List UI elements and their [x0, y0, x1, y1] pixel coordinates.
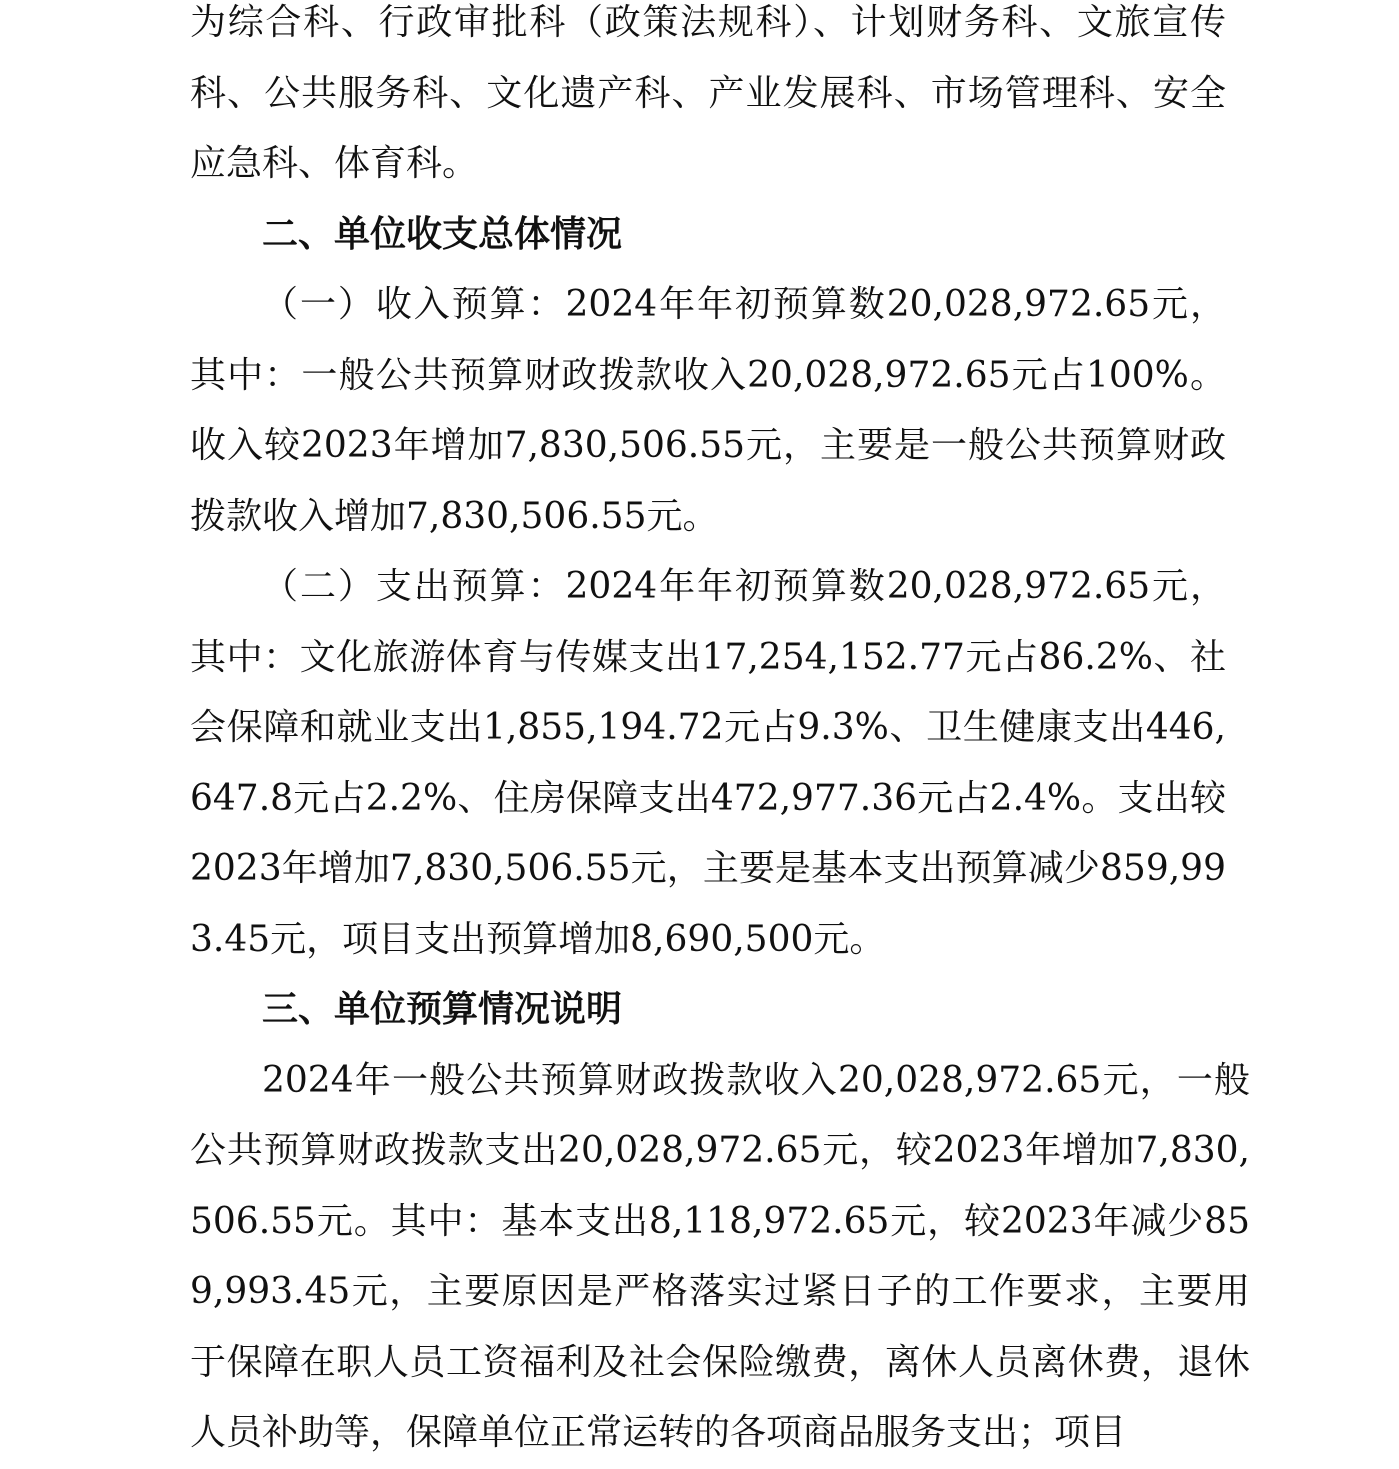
- paragraph-department-list: 为综合科、行政审批科（政策法规科）、计划财务科、文旅宣传科、公共服务科、文化遗产科、产业发展科、市场管理科、安全应急科、体育科。: [190, 2, 1226, 184]
- section-heading-budget-explanation: 三、单位预算情况说明: [262, 989, 623, 1030]
- paragraph-budget-explanation: 2024年一般公共预算财政拨款收入20,028,972.65元，一般公共预算财政拨款支出20,028,972.65元，较2023年增加7,830,506.55元。其中：基本支出8,118,972.65元，较2023年减少859,993.45元，主要原因是严格落实过紧日子的工作要求，主要用于保障在职人员工资福利及社会保险缴费，离休人员离休费，退休人员补助等，保障单位正常运转的各项商品服务支出；项目: [190, 1059, 1250, 1453]
- paragraph-income-budget: （一）收入预算：2024年年初预算数20,028,972.65元，其中：一般公共预算财政拨款收入20,028,972.65元占100%。收入较2023年增加7,830,506.55元，主要是一般公共预算财政拨款收入增加7,830,506.55元。: [190, 284, 1226, 537]
- document-body: [190, 0, 1250, 1469]
- paragraph-expenditure-budget: （二）支出预算：2024年年初预算数20,028,972.65元，其中：文化旅游体育与传媒支出17,254,152.77元占86.2%、社会保障和就业支出1,855,194.72元占9.3%、卫生健康支出446,647.8元占2.2%、住房保障支出472,977.36元占2.4%。支出较2023年增加7,830,506.55元，主要是基本支出预算减少859,993.45元，项目支出预算增加8,690,500元。: [190, 566, 1226, 960]
- section-heading-income-expenditure-overview: 二、单位收支总体情况: [262, 213, 623, 255]
